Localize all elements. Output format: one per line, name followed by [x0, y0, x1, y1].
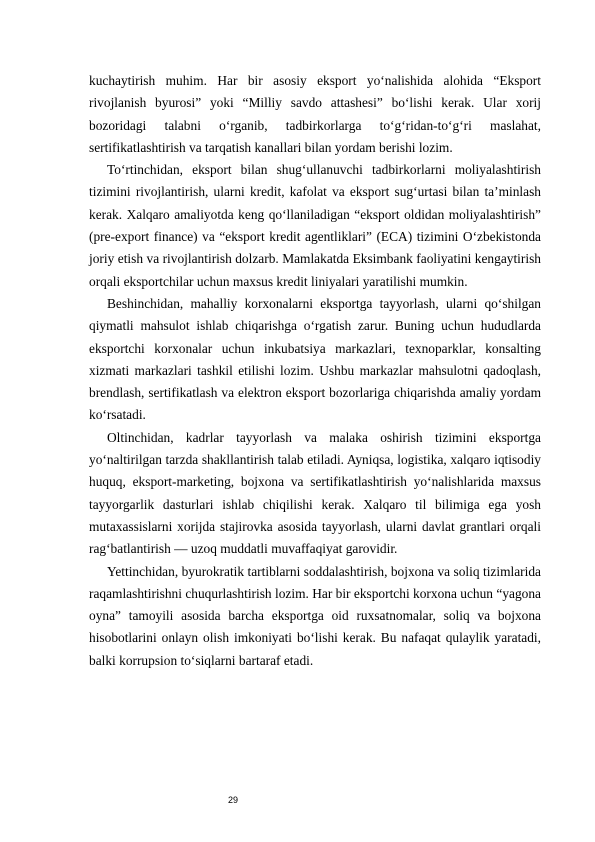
page-number: 29 — [228, 795, 239, 805]
paragraph-fifth-point: Beshinchidan, mahalliy korxonalarni eksportga tayyorlash, ularni qo‘shilgan qiymatli mahsulot ishlab chiqarishga o‘rgatish zarur. Buning uchun hududlarda eksportchi korxonalar uchun inkubatsiya markazlari, texnoparklar, konsalting xizmati markazlari tashkil etilishi lozim. Ushbu markazlar mahsulotni qadoqlash, brendlash, sertifikatlash va elektron eksport bozorlariga chiqarishda amaliy yordam ko‘rsatadi. — [89, 295, 541, 423]
paragraph-continuation: kuchaytirish muhim. Har bir asosiy eksport yo‘nalishida alohida “Eksport rivojlanish byurosi” yoki “Milliy savdo attashesi” bo‘lishi kerak. Ular xorij bozoridagi talabni o‘rganib, tadbirkorlarga to‘g‘ridan-to‘g‘ri maslahat, sertifikatlashtirish va tarqatish kanallari bilan yordam berishi lozim. — [89, 73, 541, 155]
paragraph-sixth-point: Oltinchidan, kadrlar tayyorlash va malaka oshirish tizimini eksportga yo‘naltirilgan tarzda shakllantirish talab etiladi. Ayniqsa, logistika, xalqaro iqtisodiy huquq, eksport-marketing, bojxona va sertifikatlashtirish yo‘nalishlarida maxsus tayyorgarlik dasturlari ishlab chiqilishi kerak. Xalqaro til bilimiga ega yosh mutaxassislarni xorijda stajirovka asosida tayyorlash, ularni davlat grantlari orqali rag‘batlantirish — uzoq muddatli muvaffaqiyat garovidir. — [89, 429, 541, 557]
paragraph-fourth-point: To‘rtinchidan, eksport bilan shug‘ullanuvchi tadbirkorlarni moliyalashtirish tizimini rivojlantirish, ularni kredit, kafolat va eksport sug‘urtasi bilan ta’minlash kerak. Xalqaro amaliyotda keng qo‘llaniladigan “eksport oldidan moliyalashtirish” (pre-export finance) va “eksport kredit agentliklari” (ECA) tizimini O‘zbekistonda joriy etish va rivojlantirish dolzarb. Mamlakatda Eksimbank faoliyatini kengaytirish orqali eksportchilar uchun maxsus kredit liniyalari yaratilishi mumkin. — [89, 162, 541, 289]
paragraph-seventh-point: Yettinchidan, byurokratik tartiblarni soddalashtirish, bojxona va soliq tizimlarida raqamlashtirishni chuqurlashtirish lozim. Har bir eksportchi korxona uchun “yagona oyna” tamoyili asosida barcha eksportga oid ruxsatnomalar, soliq va bojxona hisobotlarini onlayn olish imkoniyati bo‘lishi kerak. Bu nafaqat qulaylik yaratadi, balki korrupsion to‘siqlarni bartaraf etadi. — [89, 563, 541, 668]
document-page — [89, 70, 541, 672]
